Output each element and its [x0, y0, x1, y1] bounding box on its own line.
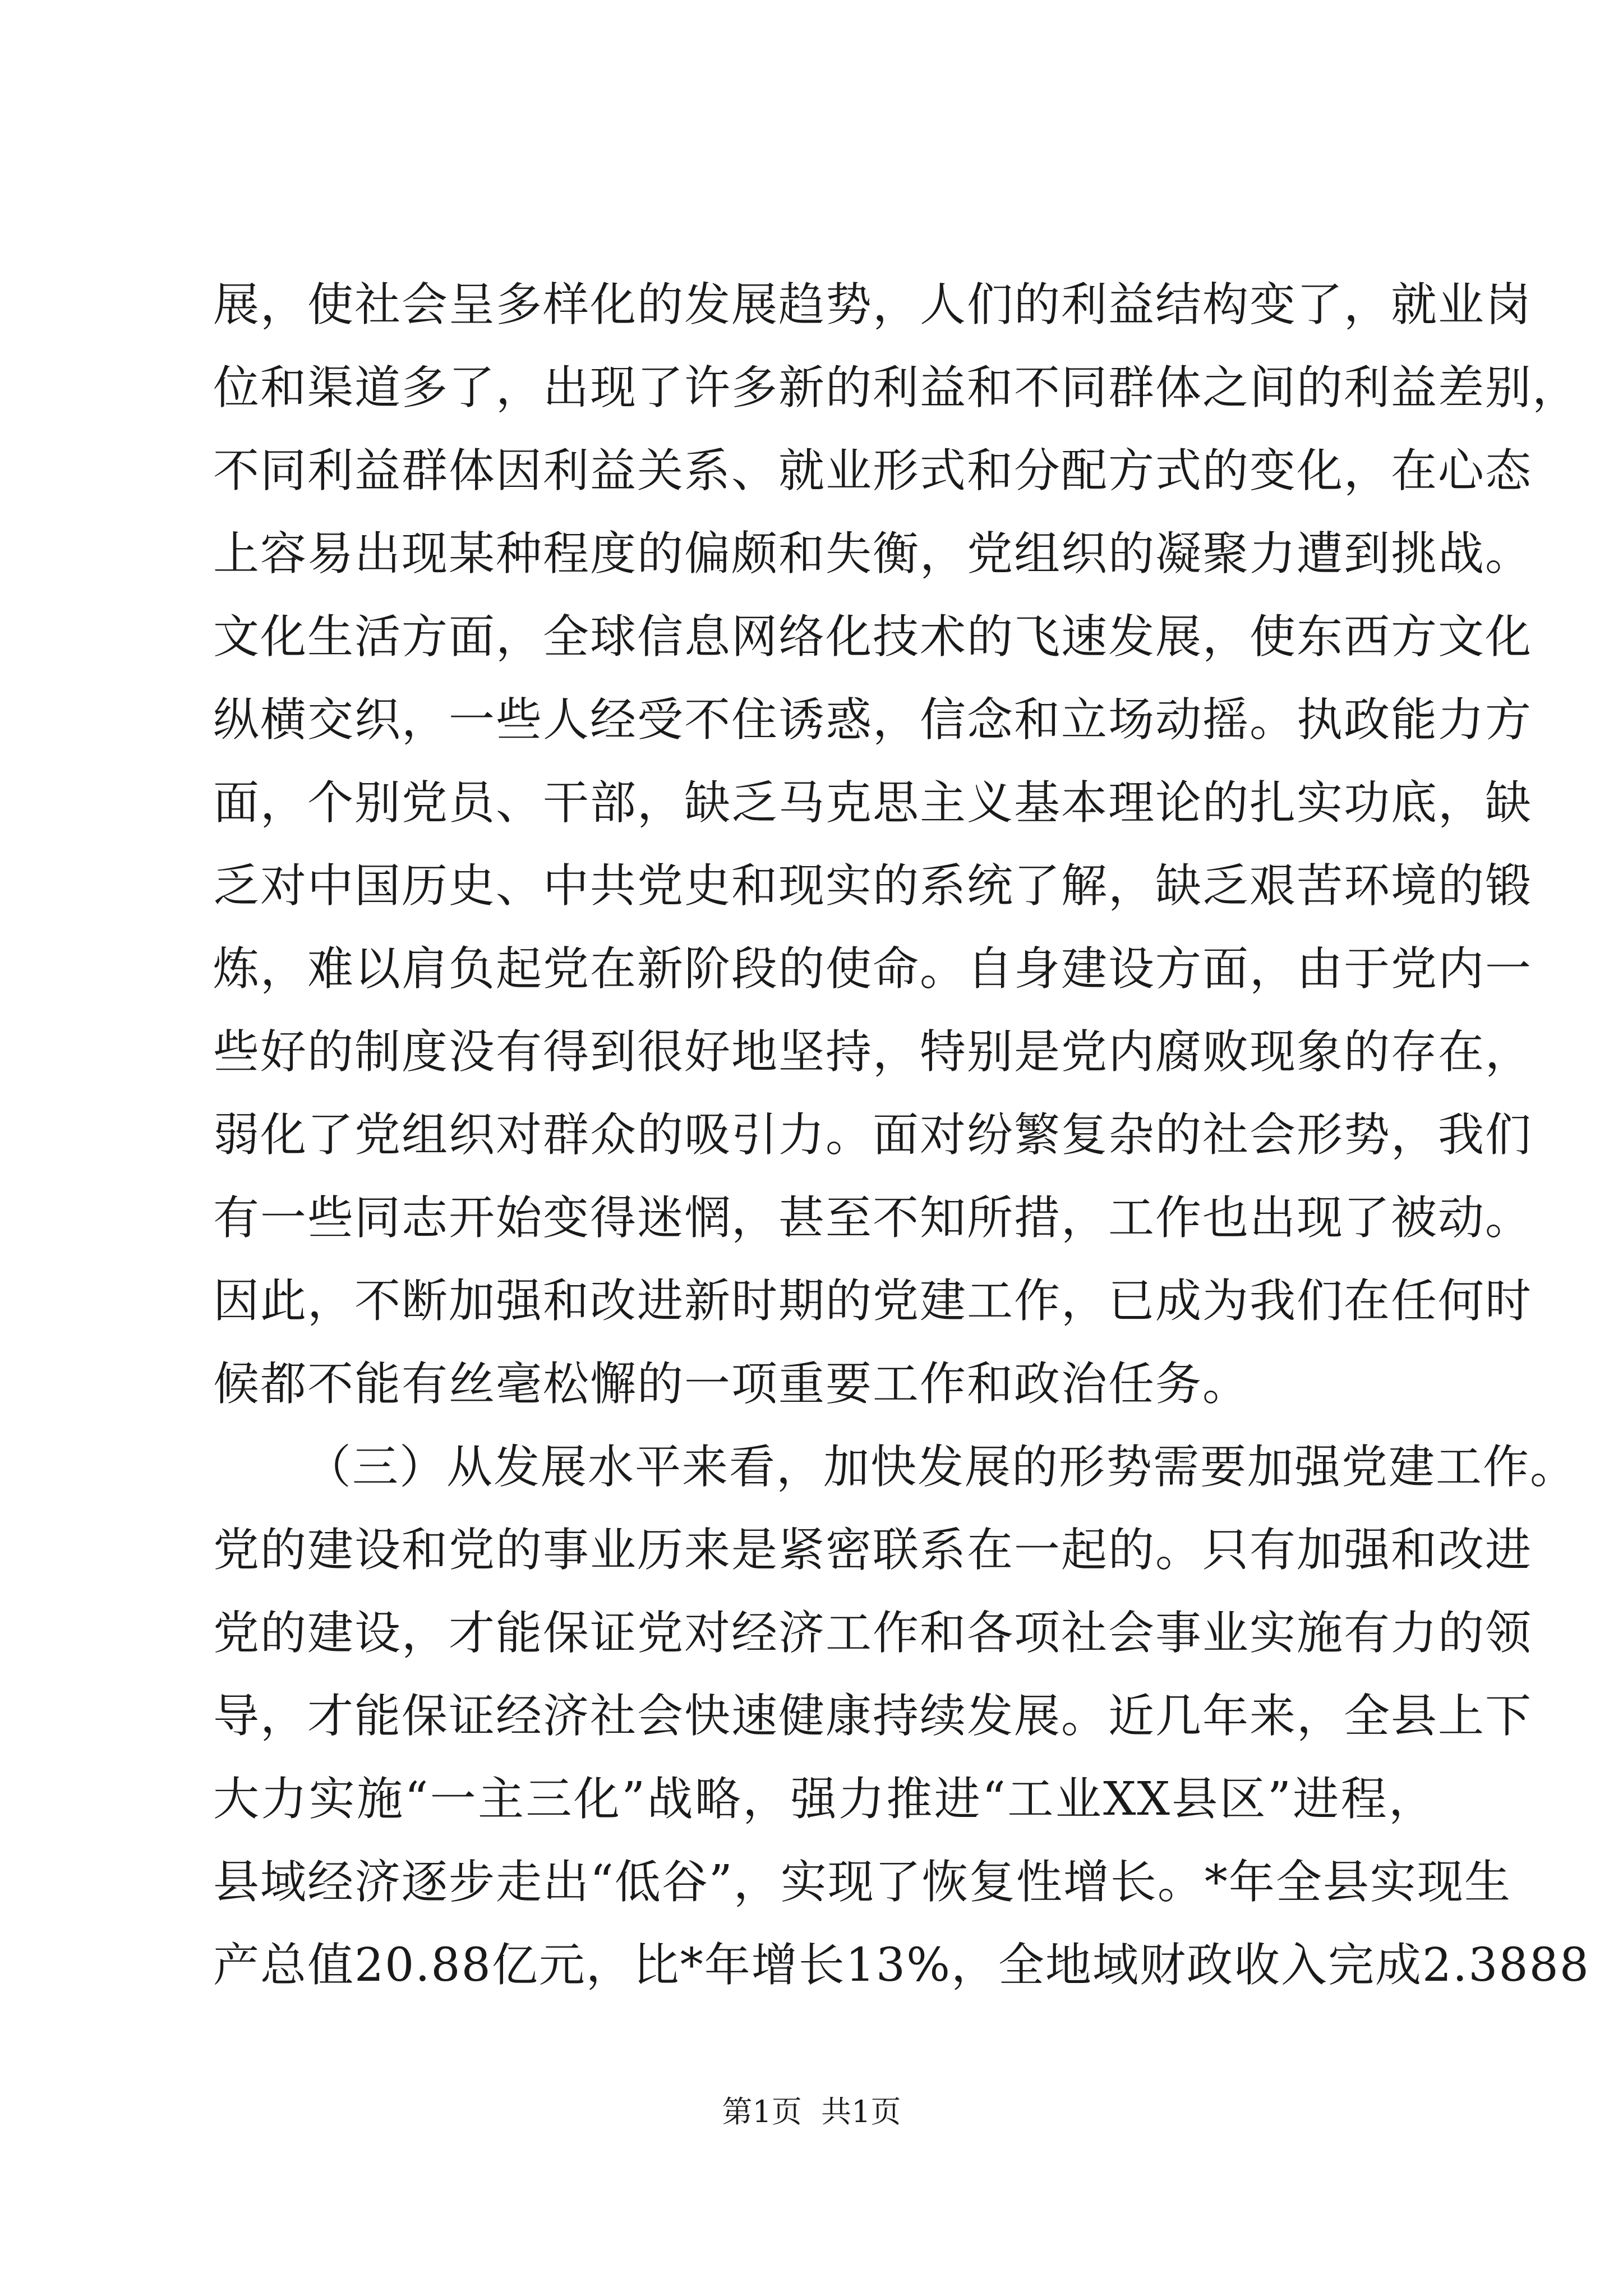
text-line: 上容易出现某种程度的偏颇和失衡，党组织的凝聚力遭到挑战。: [213, 527, 1533, 581]
text-line: 纵横交织，一些人经受不住诱惑，信念和立场动摇。执政能力方: [213, 693, 1533, 747]
text-line: 些好的制度没有得到很好地坚持，特别是党内腐败现象的存在，: [213, 1025, 1533, 1079]
text-line: 党的建设和党的事业历来是紧密联系在一起的。只有加强和改进: [213, 1524, 1533, 1577]
text-line: 县域经济逐步走出“低谷”，实现了恢复性增长。*年全县实现生: [213, 1856, 1511, 1909]
text-line: 党的建设，才能保证党对经济工作和各项社会事业实施有力的领: [213, 1607, 1533, 1660]
text-line: 展，使社会呈多样化的发展趋势，人们的利益结构变了，就业岗: [213, 278, 1533, 332]
text-line: 文化生活方面，全球信息网络化技术的飞速发展，使东西方文化: [213, 610, 1533, 664]
text-line: 候都不能有丝毫松懈的一项重要工作和政治任务。: [213, 1358, 1250, 1411]
text-line: 弱化了党组织对群众的吸引力。面对纷繁复杂的社会形势，我们: [213, 1108, 1533, 1162]
paragraph-1: [213, 264, 1580, 1426]
section-heading-line: （三）从发展水平来看，加快发展的形势需要加强党建工作。: [305, 1441, 1578, 1494]
text-line: 位和渠道多了，出现了许多新的利益和不同群体之间的利益差别，: [213, 361, 1580, 415]
text-line: 大力实施“一主三化”战略，强力推进“工业XX县区”进程，: [213, 1773, 1436, 1826]
text-line: 因此，不断加强和改进新时期的党建工作，已成为我们在任何时: [213, 1274, 1533, 1328]
text-line: 产总值20.88亿元，比*年增长13%，全地域财政收入完成2.3888: [213, 1939, 1590, 1992]
paragraph-2: [213, 1426, 1590, 2007]
text-line: 不同利益群体因利益关系、就业形式和分配方式的变化，在心态: [213, 444, 1533, 498]
text-line: 导，才能保证经济社会快速健康持续发展。近几年来，全县上下: [213, 1690, 1533, 1743]
text-line: 有一些同志开始变得迷惘，甚至不知所措，工作也出现了被动。: [213, 1191, 1533, 1245]
page-number: 第1页 共1页: [722, 2094, 901, 2129]
document-body: [213, 264, 1590, 2007]
text-line: 乏对中国历史、中共党史和现实的系统了解，缺乏艰苦环境的锻: [213, 859, 1533, 913]
text-line: 面，个别党员、干部，缺乏马克思主义基本理论的扎实功底，缺: [213, 776, 1533, 830]
text-line: 炼，难以肩负起党在新阶段的使命。自身建设方面，由于党内一: [213, 942, 1533, 996]
